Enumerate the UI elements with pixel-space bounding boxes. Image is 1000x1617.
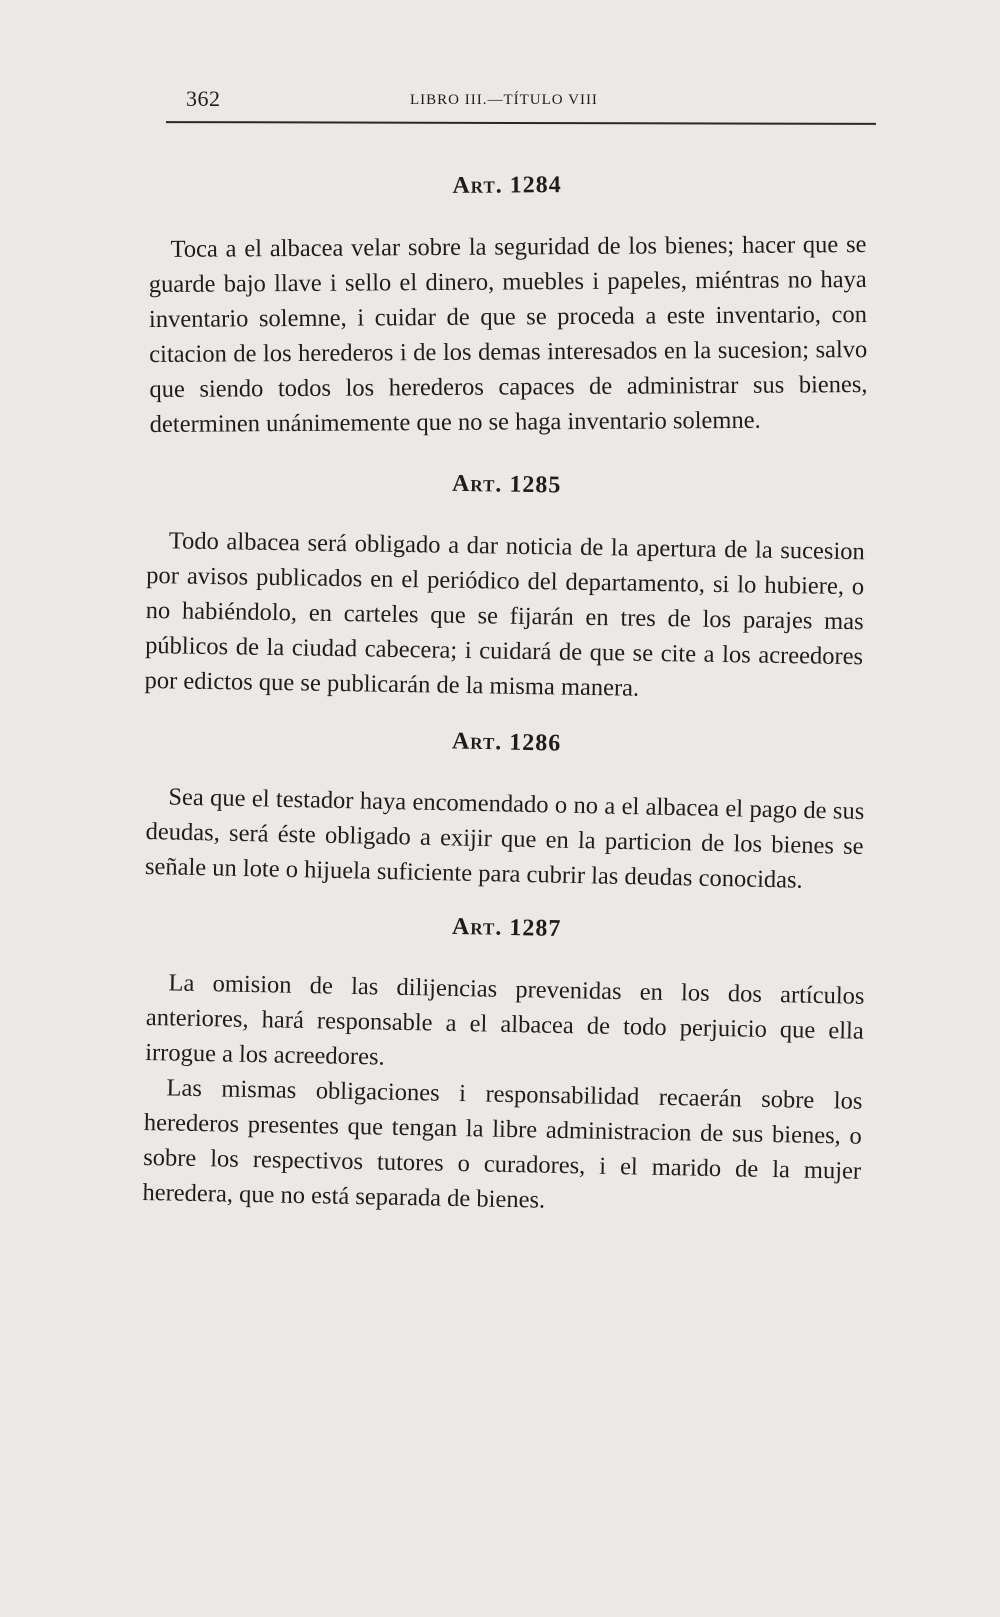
article-paragraph: Toca a el albacea velar sobre la seguridad de los bienes; hacer que se guarde bajo llave i sello el dinero, muebles i papeles, miéntras no haya inventario solemne, i cuidar de que se proceda a este inventario, con citacion de los herederos i de los demas interesados en la sucesion; salvo que siendo todos los herederos capaces de administrar sus bienes, determinen unánimemente que no se haga inventario solemne. [148, 230, 868, 438]
article-heading [147, 722, 865, 764]
article-heading [147, 908, 865, 949]
article-paragraph: Las mismas obligaciones i responsabilidad recaerán sobre los herederos presentes que tengan la libre administracion de sus bienes, o sobre los respectivos tutores o curadores, i el marido de la mujer heredera, que no está separada de bienes. [142, 1074, 863, 1214]
article-paragraph: La omision de las dilijencias prevenidas en los dos artículos anteriores, hará responsable a el albacea de todo perjuicio que ella irrogue a los acreedores. [144, 969, 865, 1071]
article-label: Art. [451, 728, 503, 756]
header-rule [166, 121, 876, 125]
article-label: Art. [451, 470, 503, 498]
article-number: 1286 [509, 729, 562, 757]
page-header [160, 78, 876, 122]
article-number: 1287 [509, 914, 562, 942]
article-heading [148, 170, 866, 202]
article-1286 [145, 722, 866, 899]
article-label: Art. [452, 172, 503, 199]
page-number: 362 [186, 86, 221, 111]
page-body [142, 172, 868, 1214]
article-label: Art. [451, 913, 503, 941]
running-head: LIBRO III.—TÍTULO VIII [410, 92, 598, 108]
article-number: 1285 [509, 471, 562, 499]
article-paragraph: Todo albacea será obligado a dar noticia de la apertura de la sucesion por avisos publicados en el periódico del departamento, si lo hubiere, o no habiéndolo, en carteles que se fijarán en tres de los parajes mas públicos de la ciudad cabecera; i cuidará de que se cite a los acreedores por edictos que se publicarán de la misma manera. [144, 527, 865, 702]
article-1284 [148, 170, 868, 442]
article-heading [148, 466, 866, 504]
article-number: 1284 [509, 172, 562, 199]
article-1287 [142, 908, 866, 1224]
article-1285 [144, 466, 866, 709]
article-paragraph: Sea que el testador haya encomendado o no a el albacea el pago de sus deudas, será éste obligado a exijir que en la particion de los bienes se señale un lote o hijuela suficiente para cubrir las deudas conocidas. [144, 783, 865, 894]
